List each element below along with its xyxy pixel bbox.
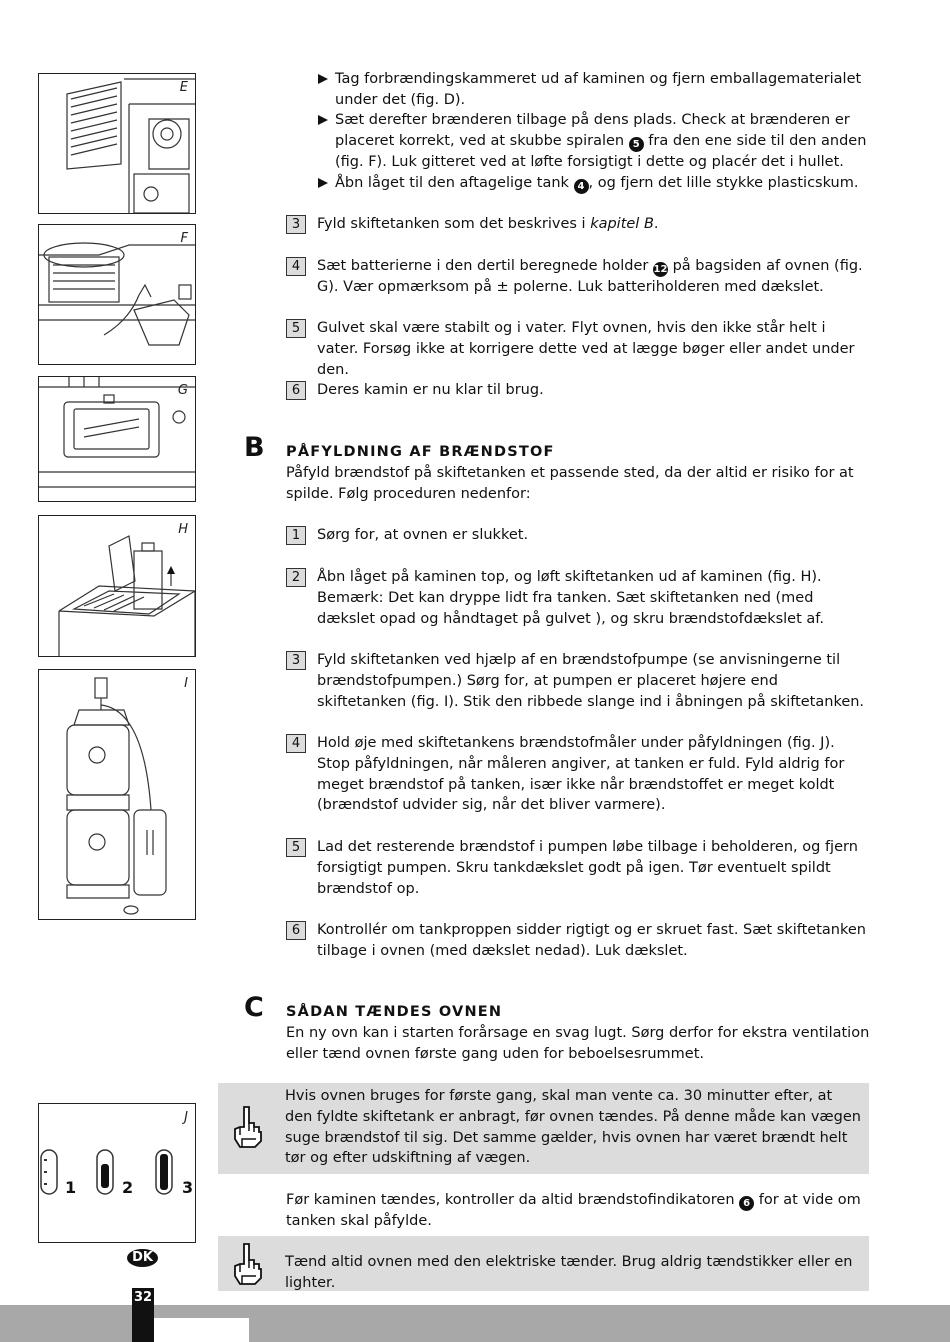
step-number: 1 [286,526,306,545]
step-text: Sørg for, at ovnen er slukket. [317,527,529,543]
note-text: Tænd altid ovnen med den elektriske tænder. Brug aldrig tændstikker eller en lighter. [285,1254,853,1291]
pointing-hand-icon [230,1105,264,1149]
figure-i-illustration [39,670,195,919]
gauge-level-2: 2 [122,1178,134,1197]
step-text: Fyld skiftetanken ved hjælp af en brændstofpumpe (se anvisningerne til brændstofpumpen.) Sørg for, at pumpen er placeret højere end skiftetanken (fig. I). Stik den ribbede slange ind i åbningen på skiftetanken. [317,652,865,710]
figure-i-label: I [184,676,188,691]
figure-f-label: F [180,231,188,246]
step-number: 4 [286,257,306,276]
bullet-arrow-icon [318,115,328,125]
figure-i [38,669,196,920]
figure-e-label: E [179,80,188,95]
pointing-hand-icon [230,1242,264,1286]
figure-j [38,1103,196,1243]
step-text: Kontrollér om tankproppen sidder rigtigt og er skruet fast. Sæt skiftetanken tilbage i ovnen (med dækslet nedad). Luk dækslet. [317,922,866,959]
step-text: Hold øje med skiftetankens brændstofmåler under påfyldningen (fig. J). Stop påfyldningen, når måleren angiver, at tanken er fuld. Fyld aldrig for meget brændstof på tanken, især ikke når brændstoffet er meget koldt (brændstof udvider sig, når det bliver varmere). [317,735,845,814]
figure-g-label: G [177,383,188,398]
section-c-title: SÅDAN TÆNDES OVNEN [286,1004,503,1020]
warning-note [218,1083,869,1174]
step-text: Sæt batterierne i den dertil beregnede holder 12 på bagsiden af ovnen (fig. G). Vær opmærksom på ± polerne. Luk batteriholderen med dækslet. [317,258,863,295]
figure-g [38,376,196,502]
indicator-paragraph: Før kaminen tændes, kontroller da altid brændstofindikatoren 6 for at vide om tanken skal påfylde. [286,1192,861,1229]
step-number: 5 [286,838,306,857]
step-number: 6 [286,381,306,400]
warning-note [218,1236,869,1291]
section-c-intro: En ny ovn kan i starten forårsage en svag lugt. Sørg derfor for ekstra ventilation eller tænd ovnen første gang uden for beboelsesrummet. [286,1025,870,1062]
page-number: 32 [133,1290,153,1305]
figure-e [38,73,196,214]
figure-h-illustration [39,516,195,656]
bullet-item: Sæt derefter brænderen tilbage på dens plads. Check at brænderen er placeret korrekt, ved at skubbe spiralen 5 fra den ene side til den anden (fig. F). Luk gitteret ved at løfte forsigtigt i dette og placér det i hullet. [318,110,870,173]
figure-h [38,515,196,657]
bullet-item: Åbn låget til den aftagelige tank 4 , og fjern det lille stykke plasticskum. [318,173,870,194]
step-text: Åbn låget på kaminen top, og løft skiftetanken ud af kaminen (fig. H). Bemærk: Det kan dryppe lidt fra tanken. Sæt skiftetanken ned (med dækslet opad og håndtaget på gulvet ), og skru brændstofdækslet af. [317,569,824,627]
figure-f-illustration [39,225,195,364]
step-number: 3 [286,215,306,234]
bullet-arrow-icon [318,74,328,84]
circled-number: 5 [629,137,644,152]
step-number: 6 [286,921,306,940]
gauge-level-3: 3 [182,1178,194,1197]
circled-number: 12 [653,264,668,275]
note-text: Hvis ovnen bruges for første gang, skal man vente ca. 30 minutter efter, at den fyldte skiftetank er anbragt, før ovnen tændes. På denne måde kan vægen suge brændstof til sig. Det samme gælder, hvis ovnen har været brændt helt tør og efter udskiftning af vægen. [285,1088,861,1167]
section-b-letter: B [244,432,265,463]
step-number: 3 [286,651,306,670]
bullet-item: Tag forbrændingskammeret ud af kaminen og fjern emballagematerialet under det (fig. D). [318,69,870,111]
figure-f [38,224,196,365]
circled-number: 6 [739,1196,754,1211]
circled-number: 4 [574,179,589,194]
figure-j-illustration [39,1104,195,1242]
section-b-title: PÅFYLDNING AF BRÆNDSTOF [286,444,555,460]
step-text: Gulvet skal være stabilt og i vater. Flyt ovnen, hvis den ikke står helt i vater. Forsøg ikke at korrigere dette ved at lægge bøger eller andet under den. [317,320,855,378]
figure-h-label: H [178,522,188,537]
figure-j-label: J [184,1110,188,1125]
section-b-intro: Påfyld brændstof på skiftetanken et passende sted, da der altid er risiko for at spilde. Følg proceduren nedenfor: [286,465,854,502]
language-badge: DK [127,1249,158,1267]
step-number: 5 [286,319,306,338]
gauge-level-1: 1 [65,1178,77,1197]
footer-strip [154,1318,249,1342]
bullet-arrow-icon [318,178,328,188]
step-text: Lad det resterende brændstof i pumpen løbe tilbage i beholderen, og fjern forsigtigt pumpen. Skru tankdækslet godt på igen. Tør eventuelt spildt brændstof op. [317,839,858,897]
step-number: 4 [286,734,306,753]
step-text: Fyld skiftetanken som det beskrives i kapitel B. [317,216,659,232]
step-text: Deres kamin er nu klar til brug. [317,382,544,398]
section-c-letter: C [244,992,264,1023]
step-number: 2 [286,568,306,587]
figure-e-illustration [39,74,195,213]
figure-g-illustration [39,377,195,501]
